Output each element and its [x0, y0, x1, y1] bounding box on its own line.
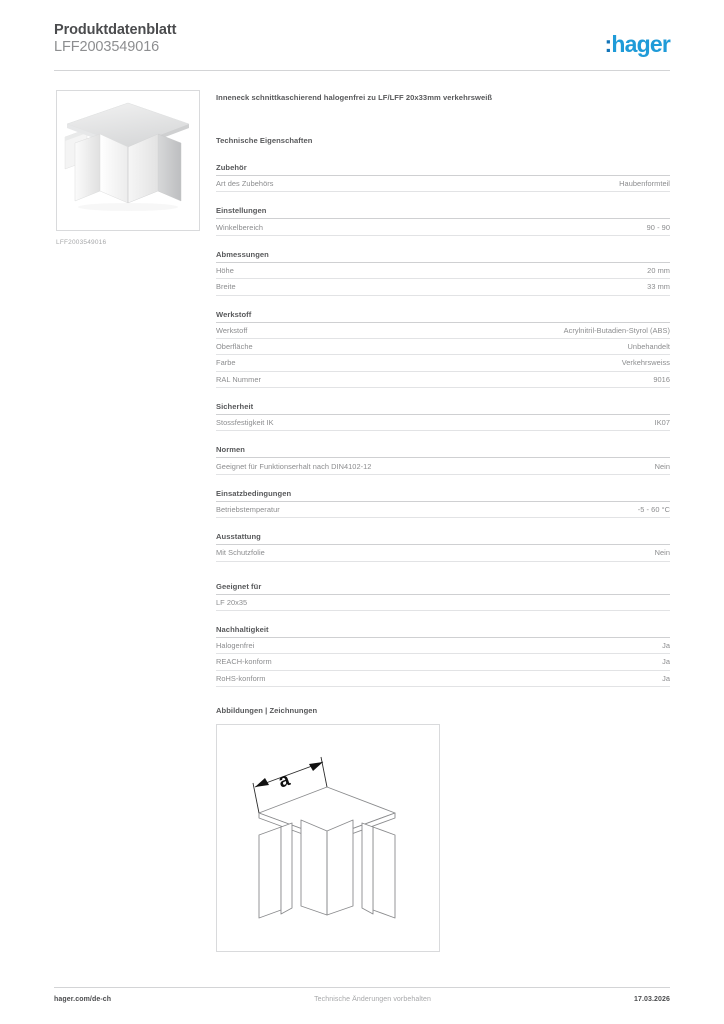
dimension-arrow-left: [255, 778, 269, 787]
spec-group-title: Nachhaltigkeit: [216, 625, 670, 638]
spec-value: Nein: [654, 548, 670, 558]
spec-value: IK07: [654, 418, 670, 428]
main-content: [216, 92, 670, 952]
page-header: [54, 22, 670, 70]
spec-label: Art des Zubehörs: [216, 179, 274, 189]
spec-row: [216, 263, 670, 279]
spec-row: [216, 595, 670, 611]
spec-group: [216, 489, 670, 518]
spec-row: [216, 372, 670, 388]
product-photo-frame: [56, 90, 200, 231]
footer-website-link[interactable]: hager.com/de-ch: [54, 996, 112, 1003]
spec-label: Winkelbereich: [216, 222, 264, 232]
spec-label: LF 20x35: [216, 597, 248, 607]
dimension-arrow-right: [309, 762, 323, 771]
spec-row: [216, 638, 670, 654]
spec-value: Ja: [662, 673, 670, 683]
spec-label: Farbe: [216, 358, 236, 368]
spec-value: -5 - 60 °C: [637, 504, 670, 514]
spec-group: [216, 310, 670, 389]
spec-group-title: Einstellungen: [216, 206, 670, 219]
spec-row: [216, 279, 670, 295]
spec-group-title: Normen: [216, 445, 670, 458]
spec-value: Ja: [662, 641, 670, 651]
spec-value: 90 - 90: [646, 222, 670, 232]
page-title: Produktdatenblatt: [54, 22, 177, 38]
spec-row: [216, 671, 670, 687]
spec-group: [216, 163, 670, 192]
spec-group-title: Ausstattung: [216, 532, 670, 545]
spec-group-title: Zubehör: [216, 163, 670, 176]
spec-label: Betriebstemperatur: [216, 504, 280, 514]
logo-colon-icon: :: [604, 31, 612, 57]
footer-disclaimer: Technische Änderungen vorbehalten: [314, 996, 432, 1003]
spec-label: REACH-konform: [216, 657, 272, 667]
spec-value: Nein: [654, 461, 670, 471]
product-description: Inneneck schnittkaschierend halogenfrei zu LF/LFF 20x33mm verkehrsweiß: [216, 93, 493, 102]
spec-row: [216, 545, 670, 561]
spec-label: RAL Nummer: [216, 374, 261, 384]
spec-value: Unbehandelt: [627, 342, 670, 352]
spec-label: Geeignet für Funktionserhalt nach DIN4102-12: [216, 461, 372, 471]
spec-value: 20 mm: [647, 265, 670, 275]
drawings-section: [216, 706, 670, 952]
technical-properties-heading: Technische Eigenschaften: [216, 136, 313, 145]
footer-date: 17.03.2026: [633, 996, 670, 1003]
spec-group-title: Einsatzbedingungen: [216, 489, 670, 502]
spec-group: [216, 582, 670, 611]
dimension-label-a: a: [275, 769, 293, 793]
spec-group-title: Werkstoff: [216, 310, 670, 323]
spec-row: [216, 355, 670, 371]
logo-wordmark: hager: [611, 31, 670, 57]
spec-group: [216, 402, 670, 431]
drawings-heading: Abbildungen | Zeichnungen: [216, 706, 318, 715]
spec-group: [216, 532, 670, 561]
spec-label: Breite: [216, 282, 236, 292]
spec-row: [216, 458, 670, 474]
spec-label: Stossfestigkeit IK: [216, 418, 274, 428]
header-divider: [54, 70, 670, 71]
spec-value: Haubenformteil: [619, 179, 670, 189]
spec-group-title: Sicherheit: [216, 402, 670, 415]
product-photo: [57, 91, 199, 230]
spec-group-title: Geeignet für: [216, 582, 670, 595]
specifications-table: [216, 163, 670, 687]
spec-value: Acrylnitril-Butadien-Styrol (ABS): [563, 325, 670, 335]
spec-row: [216, 415, 670, 431]
spec-row: [216, 323, 670, 339]
spec-row: [216, 219, 670, 235]
spec-label: Oberfläche: [216, 342, 253, 352]
footer-divider: [54, 987, 670, 988]
spec-group: [216, 250, 670, 296]
spec-label: RoHS-konform: [216, 673, 266, 683]
spec-group: [216, 206, 670, 235]
spec-value: 9016: [653, 374, 670, 384]
spec-label: Werkstoff: [216, 325, 248, 335]
spec-value: 33 mm: [647, 282, 670, 292]
spec-group: [216, 445, 670, 474]
spec-label: Höhe: [216, 265, 234, 275]
product-reference-subtitle: LFF2003549016: [54, 39, 160, 55]
spec-row: [216, 502, 670, 518]
page-footer: [54, 996, 670, 1003]
spec-value: Ja: [662, 657, 670, 667]
spec-value: Verkehrsweiss: [621, 358, 670, 368]
spec-row: [216, 339, 670, 355]
product-photo-caption: LFF2003549016: [56, 239, 107, 246]
spec-row: [216, 654, 670, 670]
hager-logo: [605, 32, 671, 56]
spec-row: [216, 176, 670, 192]
technical-drawing-frame: [216, 724, 440, 952]
technical-drawing: [217, 725, 439, 951]
spec-label: Mit Schutzfolie: [216, 548, 265, 558]
spec-group: [216, 625, 670, 687]
product-image-column: [56, 90, 202, 246]
spec-label: Halogenfrei: [216, 641, 255, 651]
spec-group-title: Abmessungen: [216, 250, 670, 263]
